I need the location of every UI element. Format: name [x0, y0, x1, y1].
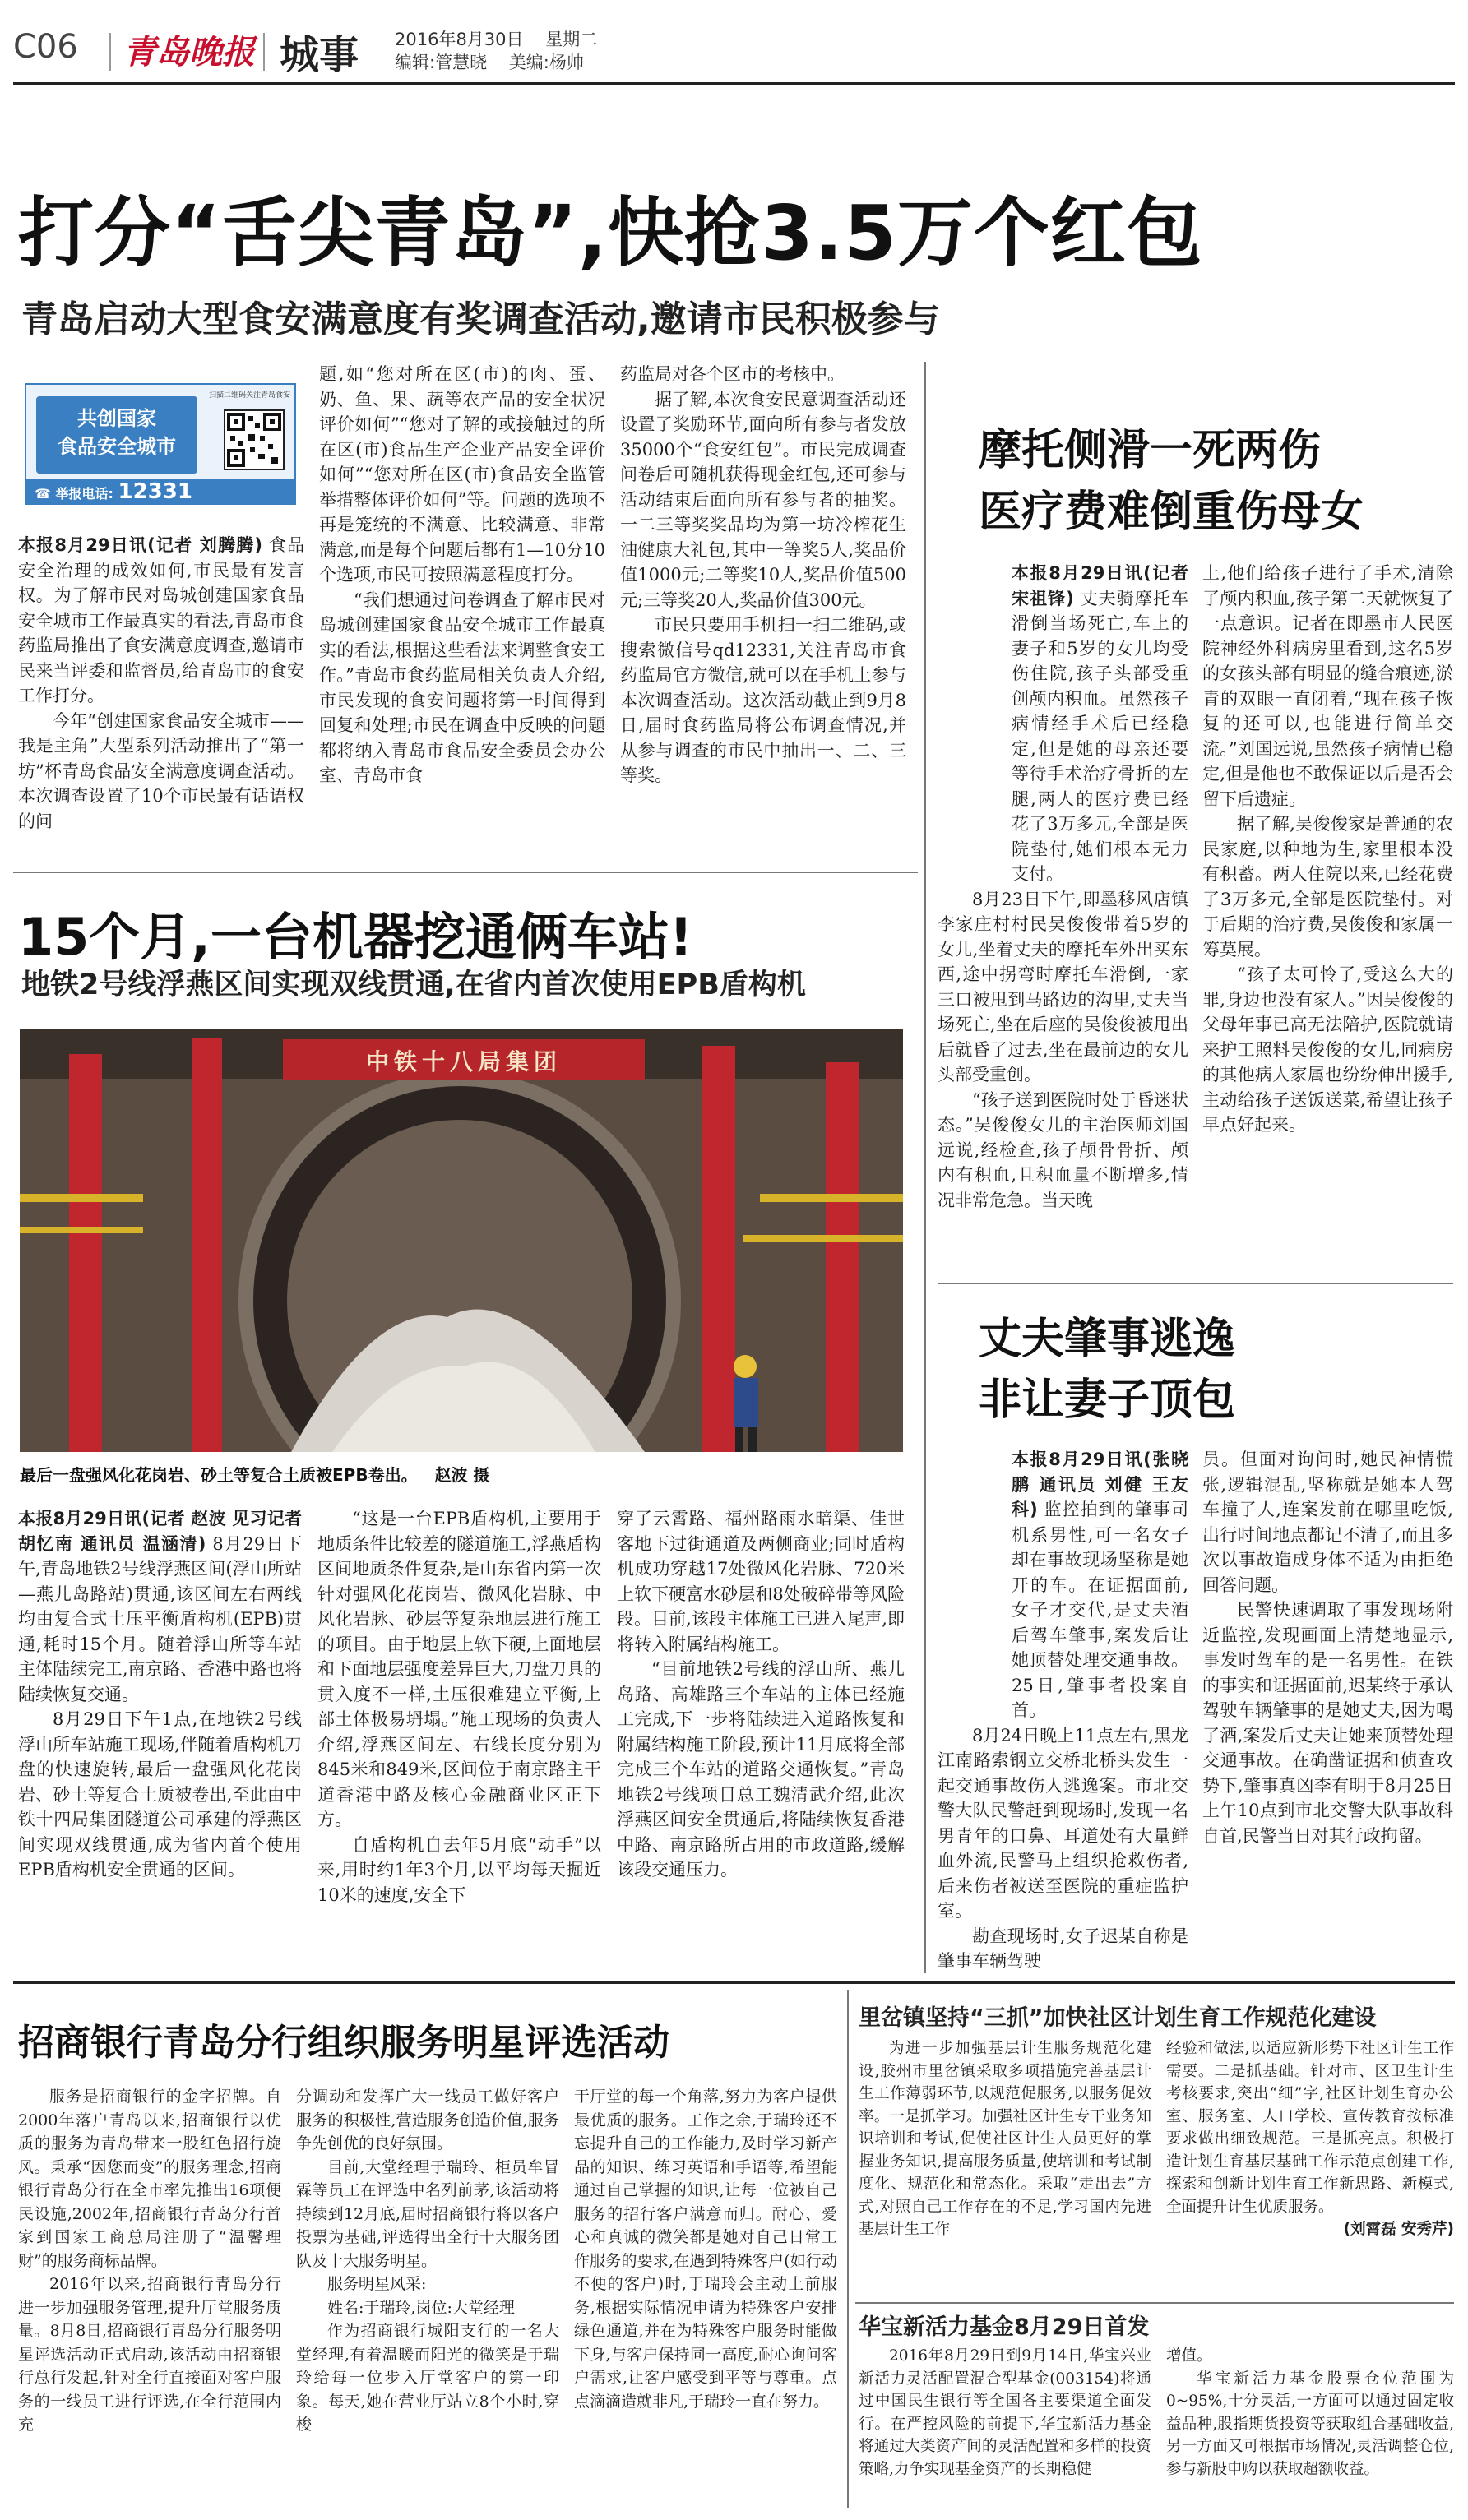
article6-column-1 [859, 2037, 1151, 2296]
paragraph: 8月29日下午1点,在地铁2号线浮山所车站施工现场,伴随着盾构机刀盘的快速旋转,最后一盘强风化花岗岩、砂土等复合土质被卷出,至此由中铁十四局集团隧道公司承建的浮燕区间实现双线贯通,成为省内首个使用EPB盾构机安全贯通的区间。 [18, 1709, 302, 1880]
paragraph: 服务明星风采: [327, 2275, 427, 2293]
paragraph: 8月23日下午,即墨移风店镇李家庄村村民吴俊俊带着5岁的女儿,坐着丈夫的摩托车外出买东西,途中拐弯时摩托车滑倒,一家三口被甩到马路边的沟里,丈夫当场死亡,坐在后座的吴俊俊被甩出后就昏了过去,坐在最前边的女儿头部受重创。 [938, 889, 1188, 1084]
paragraph: 市民只要用手机扫一扫二维码,或搜索微信号qd12331,关注青岛市食药监局官方微信,就可以在手机上参与本次调查活动。这次活动截止到9月8日,届时食药监局将公布调查情况,并从参与调查的市民中抽出一、二、三等奖。 [620, 615, 906, 785]
paragraph: 经验和做法,以适应新形势下社区计生工作需要。二是抓基础。针对市、区卫生计生考核要求,突出“细”字,社区计划生育办公室、服务室、人口学校、宣传教育按标准要求做出细致规范。三是抓亮点。积极打造计划生育基层基础工作示范点创建工作,探索和创新计划生育工作新思路、新模式,全面提升计生优质服务。 [1166, 2040, 1454, 2216]
paper-logo: 青岛晚报 [123, 33, 255, 72]
article6-byline: (刘霄磊 安秀芹) [1343, 2221, 1454, 2238]
date: 2016年8月30日 [395, 30, 524, 49]
article1-column-3 [620, 362, 906, 858]
article5-column-3 [574, 2085, 837, 2509]
paragraph: “孩子太可怜了,受这么大的罪,身边也没有家人。”因吴俊俊的父母年事已高无法陪护,医院就请来护工照料吴俊俊的女儿,同病房的其他病人家属也纷纷伸出援手,主动给孩子送饭送菜,希望让孩子早点好起来。 [1202, 964, 1453, 1135]
article6-column-2 [1166, 2037, 1454, 2296]
paragraph: 服务是招商银行的金字招牌。自2000年落户青岛以来,招商银行以优质的服务为青岛带来一股红色招行旋风。秉承“因您而变”的服务理念,招商银行青岛分行在全市率先推出16项便民设施,2002年,招商银行青岛分行首家到国家工商总局注册了“温馨理财”的服务商标品牌。 [18, 2088, 281, 2270]
article3-headline: 15个月,一台机器挖通俩车站! [18, 907, 693, 967]
photo-caption [20, 1462, 489, 1486]
article1-dateline: 本报8月29日讯(记者 刘腾腾) [18, 535, 262, 555]
article3-column-2 [317, 1506, 601, 1972]
paragraph: 员。但面对询问时,她民神情慌张,逻辑混乱,坚称就是她本人驾车撞了人,连案发前在哪里吃饭,出行时间地点都记不清了,而且多次以事故造成身体不适为由拒绝回答问题。 [1202, 1450, 1453, 1595]
paragraph: “这是一台EPB盾构机,主要用于地质条件比较差的隧道施工,浮燕盾构区间地质条件复杂,是山东省内第一次针对强风化花岗岩、微风化岩脉、中风化岩脉、砂层等复杂地层进行施工的项目。由于地层上软下硬,上面地层和下面地层强度差异巨大,刀盘刀具的贯入度不一样,土压很难建立平衡,上部土体极易坍塌。”施工现场的负责人介绍,浮燕区间左、右线长度分别为845米和849米,区间位于南京路主干道香港中路及核心金融商业区正下方。 [317, 1509, 601, 1829]
article1-column-2 [319, 362, 605, 858]
phone-icon: ☎ [35, 486, 51, 502]
photo-banner-text: 中铁十八局集团 [365, 1048, 562, 1075]
hotline-label: 举报电话: [55, 486, 113, 502]
article2-column-2 [1202, 561, 1453, 1457]
article5-headline: 招商银行青岛分行组织服务明星评选活动 [18, 2022, 669, 2064]
article1-headline: 打分“舌尖青岛”,快抢3.5万个红包 [18, 189, 1203, 277]
photographer: 赵波 摄 [434, 1465, 490, 1485]
paragraph: 食品安全治理的成效如何,市民最有发言权。为了解市民对岛城创建国家食品安全城市工作最真实的看法,青岛市食药监局推出了食安满意度调查,邀请市民来当评委和监督员,给青岛市的食安工作打分。 [18, 535, 304, 705]
paragraph: “目前地铁2号线的浮山所、燕儿岛路、高雄路三个车站的主体已经施工完成,下一步将陆续进入道路恢复和附属结构施工阶段,预计11月底将全部完成三个车站的道路交通恢复。”青岛地铁2号线项目总工魏清武介绍,此次浮燕区间安全贯通后,将陆续恢复香港中路、南京路所占用的市政道路,缓解该段交通压力。 [617, 1659, 905, 1880]
article1-subheadline: 青岛启动大型食安满意度有奖调查活动,邀请市民积极参与 [21, 298, 940, 340]
hotline-bar [26, 479, 294, 505]
paragraph: 勘查现场时,女子迟某自称是肇事车辆驾驶 [938, 1926, 1188, 1971]
masthead-divider [109, 33, 111, 71]
issue-date [395, 29, 597, 51]
masthead-divider [263, 33, 265, 71]
article7-column-1 [859, 2345, 1151, 2509]
hotline-number: 12331 [118, 479, 192, 504]
weekday: 星期二 [545, 30, 598, 49]
paragraph: 今年“创建国家食品安全城市——我是主角”大型系列活动推出了“第一坊”杯青岛食品安全满意度调查活动。本次调查设置了10个市民最有话语权的问 [18, 710, 304, 831]
tunnel-photo [20, 1029, 903, 1452]
article4-headline-line1: 丈夫肇事逃逸 [979, 1315, 1236, 1364]
paragraph: “我们想通过问卷调查了解市民对岛城创建国家食品安全城市工作最真实的看法,根据这些看法来调整食安工作。”青岛市食药监局相关负责人介绍,市民发现的食安问题将第一时间得到回复和处理;市民在调查中反映的问题都将纳入青岛市食品安全委员会办公室、青岛市食 [319, 590, 605, 785]
paragraph: 题,如“您对所在区(市)的肉、蛋、奶、鱼、果、蔬等农产品的安全状况评价如何”“您对了解的或接触过的所在区(市)食品生产企业产品安全评价如何”“您对所在区(市)食品安全监管举措整体评价如何”等。问题的选项不再是笼统的不满意、比较满意、非常满意,而是每个问题后都有1—10分10个选项,市民可按照满意程度打分。 [319, 364, 605, 585]
logo-line1: 共创国家 [77, 407, 156, 430]
article4-column-1 [938, 1447, 1188, 1973]
paragraph: 于厅堂的每一个角落,努力为客户提供最优质的服务。工作之余,于瑞玲还不忘提升自己的工作能力,及时学习新产品的知识、练习英语和手语等,希望能通过自己掌握的知识,让每一位被自己服务的招行客户满意而归。耐心、爱心和真诚的微笑都是她对自己日常工作服务的要求,在遇到特殊客户(如行动不便的客户)时,于瑞玲会主动上前服务,根据实际情况申请为特殊客户安排绿色通道,并在为特殊客户服务时能做下身,与客户保持同一高度,耐心询问客户需求,让客户感受到平等与尊重。点点滴滴造就非凡,于瑞玲一直在努力。 [574, 2088, 837, 2411]
paragraph: 2016年以来,招商银行青岛分行进一步加强服务管理,提升厅堂服务质量。8月8日,招商银行青岛分行服务明星评选活动正式启动,该活动由招商银行总行发起,针对全行直接面对客户服务的一线员工进行评选,在全行范围内充 [18, 2275, 281, 2434]
qr-code-icon [224, 409, 285, 470]
page-number: C06 [13, 28, 78, 66]
paragraph: 姓名:于瑞玲,岗位:大堂经理 [327, 2298, 515, 2317]
article5-column-2 [296, 2085, 559, 2509]
article4-dateline: 本报8月29日讯(张晓鹏 通讯员 刘健 王友科) [1012, 1450, 1188, 1519]
paragraph: 分调动和发挥广大一线员工做好客户服务的积极性,营造服务创造价值,服务争先创优的良好氛围。 [296, 2088, 559, 2152]
paragraph: 药监局对各个区市的考核中。 [620, 364, 845, 384]
column-divider [847, 1990, 849, 2508]
article4-headline-line2: 非让妻子顶包 [979, 1376, 1236, 1425]
paragraph: “孩子送到医院时处于昏迷状态。”吴俊俊女儿的主治医师刘国远说,经检查,孩子颅骨骨折、颅内有积血,且积血量不断增多,情况非常危急。当天晚 [938, 1089, 1188, 1210]
article3-subheadline: 地铁2号线浮燕区间实现双线贯通,在省内首次使用EPB盾构机 [21, 969, 806, 1001]
article3-dateline: 本报8月29日讯(记者 赵波 见习记者 胡忆南 通讯员 温涵清) [18, 1509, 302, 1554]
article5-column-1 [18, 2085, 281, 2509]
caption-text: 最后一盘强风化花岗岩、砂土等复合土质被EPB卷出。 [20, 1465, 418, 1485]
qr-caption: 扫描二维码关注青岛食安 [209, 391, 291, 400]
section-title: 城事 [280, 32, 359, 78]
article4-column-2 [1202, 1447, 1453, 1973]
column-divider [924, 362, 926, 1973]
article2-headline-line1: 摩托侧滑一死两伤 [979, 426, 1322, 475]
paragraph: 自盾构机自去年5月底“动手”以来,用时约1年3个月,以平均每天掘近10米的速度,安全下 [317, 1834, 601, 1905]
divider [938, 1283, 1453, 1284]
article1-column-1 [18, 533, 304, 858]
article3-column-1 [18, 1506, 302, 1972]
article7-headline: 华宝新活力基金8月29日首发 [859, 2314, 1150, 2340]
logo-text [36, 396, 197, 474]
logo-line2: 食品安全城市 [58, 435, 176, 458]
divider [13, 872, 918, 873]
article3-column-3 [617, 1506, 905, 1972]
paragraph: 上,他们给孩子进行了手术,清除了颅内积血,孩子第二天就恢复了一点意识。记者在即墨市人民医院神经外科病房里看到,这名5岁的女孩头部有明显的缝合痕迹,淤青的双眼一直闭着,“现在孩子恢复的还可以,也能进行简单交流。”刘国远说,虽然孩子病情已稳定,但是他也不敢保证以后是否会留下后遗症。 [1202, 563, 1453, 809]
paragraph: 民警快速调取了事发现场附近监控,发现画面上清楚地显示,事发时驾车的是一名男性。在铁的事实和证据面前,迟某终于承认驾驶车辆肇事的是她丈夫,因为喝了酒,案发后丈夫让她来顶替处理交通事故。在确凿证据和侦查攻势下,肇事真凶李有明于8月25日上午10点到市北交警大队事故科自首,民警当日对其行政拘留。 [1202, 1600, 1453, 1846]
paragraph: 监控拍到的肇事司机系男性,可一名女子却在事故现场坚称是她开的车。在证据面前,女子才交代,是丈夫酒后驾车肇事,案发后让她顶替处理交通事故。25日,肇事者投案自首。 [1012, 1500, 1188, 1720]
article7-column-2 [1166, 2345, 1454, 2509]
paragraph: 增值。 [1166, 2347, 1212, 2365]
food-safety-logo-box [25, 383, 296, 505]
designer: 美编:杨帅 [508, 53, 584, 72]
paragraph: 据了解,吴俊俊家是普通的农民家庭,以种地为生,家里根本没有积蓄。两人住院以来,已经花费了3万多元,全部是医院垫付。对于后期的治疗费,吴俊俊和家属一筹莫展。 [1202, 814, 1453, 959]
paragraph: 华宝新活力基金股票仓位范围为0~95%,十分灵活,一方面可以通过固定收益品种,股指期货投资等获取组合基础收益,另一方面又可根据市场情况,灵活调整仓位,参与新股申购以获取超额收益。 [1166, 2370, 1454, 2478]
lower-section-rule [13, 1981, 1455, 1984]
paragraph: 8月24日晚上11点左右,黑龙江南路索钢立交桥北桥头发生一起交通事故伤人逃逸案。市北交警大队民警赶到现场时,发现一名男青年的口鼻、耳道处有大量鲜血外流,民警马上组织抢救伤者,后来伤者被送至医院的重症监护室。 [938, 1725, 1188, 1921]
paragraph: 丈夫骑摩托车滑倒当场死亡,车上的妻子和5岁的女儿均受伤住院,孩子头部受重创颅内积血。虽然孩子病情经手术后已经稳定,但是她的母亲还要等待手术治疗骨折的左腿,两人的医疗费已经花了3万多元,全部是医院垫付,她们根本无力支付。 [1012, 588, 1188, 884]
paragraph: 作为招商银行城阳支行的一名大堂经理,有着温暖而阳光的微笑是于瑞玲给每一位步入厅堂客户的第一印象。每天,她在营业厅站立8个小时,穿梭 [296, 2322, 559, 2434]
paragraph: 穿了云霄路、福州路雨水暗渠、佳世客地下过街通道及两侧商业;同时盾构机成功穿越17处微风化岩脉、720米上软下硬富水砂层和8处破碎带等风险段。目前,该段主体施工已进入尾声,即将转入附属结构施工。 [617, 1509, 905, 1654]
divider [855, 2302, 1454, 2304]
paragraph: 8月29日下午,青岛地铁2号线浮燕区间(浮山所站—燕儿岛路站)贯通,该区间左右两线均由复合式土压平衡盾构机(EPB)贯通,耗时15个月。随着浮山所等车站主体陆续完工,南京路、香港中路也将陆续恢复交通。 [18, 1533, 302, 1704]
editor: 编辑:管慧晓 [395, 53, 488, 72]
paragraph: 据了解,本次食安民意调查活动还设置了奖励环节,面向所有参与者发放35000个“食安红包”。市民完成调查问卷后可随机获得现金红包,还可参与活动结束后面向所有参与者的抽奖。一二三等奖奖品均为第一坊冷榨花生油健康大礼包,其中一等奖5人,奖品价值1000元;二等奖10人,奖品价值500元;三等奖20人,奖品价值300元。 [620, 389, 906, 610]
paragraph: 2016年8月29日到9月14日,华宝兴业新活力灵活配置混合型基金(003154)将通过中国民生银行等全国各主要渠道全面发行。在严控风险的前提下,华宝新活力基金将通过大类资产间的灵活配置和多样的投资策略,力争实现基金资产的长期稳健 [859, 2347, 1151, 2478]
paragraph: 为进一步加强基层计生服务规范化建设,胶州市里岔镇采取多项措施完善基层计生工作薄弱环节,以规范促服务,以服务促效率。一是抓学习。加强社区计生专干业务知识培训和考试,促使社区计生人员更好的掌握业务知识,提高服务质量,使培训和考试制度化、规范化和常态化。采取“走出去”方式,对照自己工作存在的不足,学习国内先进基层计生工作 [859, 2040, 1151, 2238]
tunnel-photo-illustration [20, 1029, 903, 1452]
masthead-rule [13, 82, 1455, 85]
paragraph: 目前,大堂经理于瑞玲、柜员牟冒霖等员工在评选中名列前茅,该活动将持续到12月底,届时招商银行将以客户投票为基础,评选得出全行十大服务团队及十大服务明星。 [296, 2157, 559, 2270]
article6-headline: 里岔镇坚持“三抓”加快社区计划生育工作规范化建设 [859, 2005, 1377, 2031]
editor-credits [395, 52, 584, 74]
article2-dateline: 本报8月29日讯(记者 宋祖锋) [1012, 563, 1188, 608]
article2-headline-line2: 医疗费难倒重伤母女 [979, 488, 1364, 537]
